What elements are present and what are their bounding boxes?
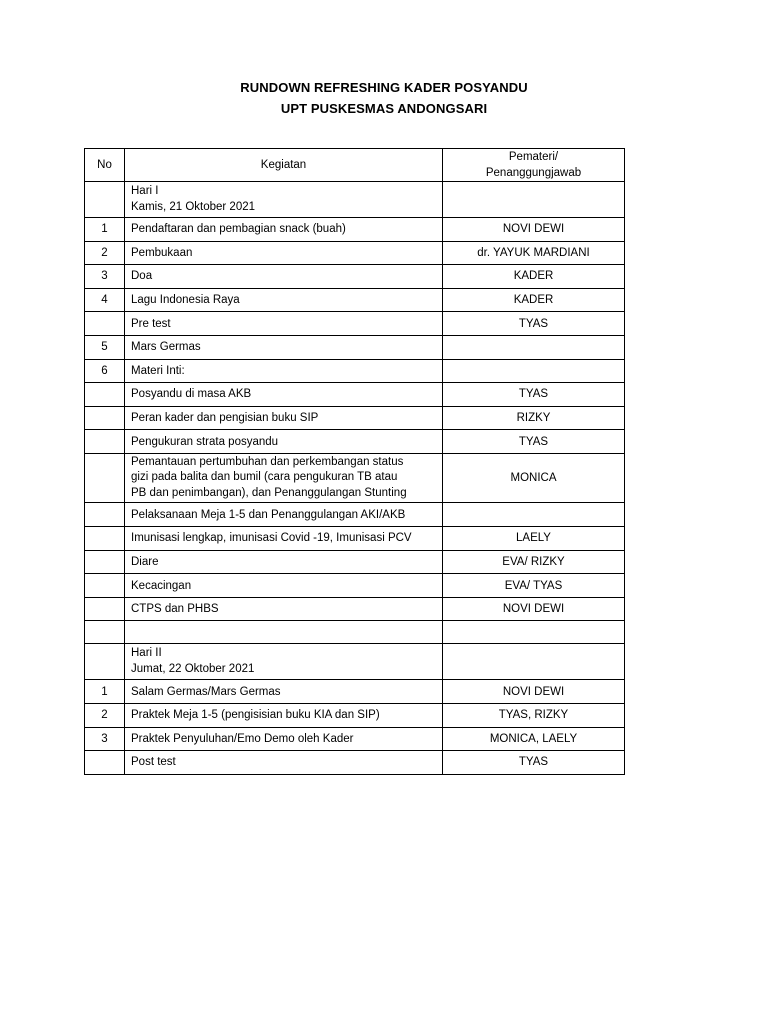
row-no xyxy=(85,406,125,430)
row-pemateri: TYAS xyxy=(443,751,625,775)
row-pemateri: RIZKY xyxy=(443,406,625,430)
row-pemateri xyxy=(443,335,625,359)
table-row xyxy=(85,312,625,336)
row-no: 6 xyxy=(85,359,125,383)
row-pemateri: KADER xyxy=(443,288,625,312)
day-date: Jumat, 22 Oktober 2021 xyxy=(131,662,255,675)
day-date: Kamis, 21 Oktober 2021 xyxy=(131,200,256,213)
table-row xyxy=(85,574,625,598)
table-row xyxy=(85,265,625,289)
row-kegiatan-line: PB dan penimbangan), dan Penanggulangan Stunting xyxy=(131,486,407,499)
header-pemateri xyxy=(443,149,625,182)
header-no: No xyxy=(85,149,125,182)
row-kegiatan: Pre test xyxy=(125,312,443,336)
header-pemateri-line1: Pemateri/ xyxy=(508,151,559,163)
row-pemateri: NOVI DEWI xyxy=(443,680,625,704)
row-kegiatan: Kecacingan xyxy=(125,574,443,598)
row-no: 3 xyxy=(85,727,125,751)
table-row xyxy=(85,335,625,359)
header-pemateri-line2: Penanggungjawab xyxy=(485,167,582,179)
row-no xyxy=(85,312,125,336)
row-no xyxy=(85,550,125,574)
row-pemateri xyxy=(443,503,625,527)
table-row xyxy=(85,751,625,775)
table-row xyxy=(85,241,625,265)
table-row xyxy=(85,503,625,527)
row-kegiatan: Pendaftaran dan pembagian snack (buah) xyxy=(125,218,443,242)
row-no: 1 xyxy=(85,680,125,704)
table-row xyxy=(85,597,625,621)
row-pemateri: LAELY xyxy=(443,527,625,551)
day-label-cell xyxy=(125,182,443,218)
document-subtitle: UPT PUSKESMAS ANDONGSARI xyxy=(280,101,488,116)
row-pemateri: NOVI DEWI xyxy=(443,218,625,242)
row-kegiatan: Materi Inti: xyxy=(125,359,443,383)
row-pemateri: dr. YAYUK MARDIANI xyxy=(443,241,625,265)
row-kegiatan: Post test xyxy=(125,751,443,775)
table-row xyxy=(85,704,625,728)
day-label-cell xyxy=(125,644,443,680)
row-kegiatan: CTPS dan PHBS xyxy=(125,597,443,621)
table-header-row xyxy=(85,149,625,182)
row-kegiatan-line: gizi pada balita dan bumil (cara pengukuran TB atau xyxy=(131,471,398,484)
row-kegiatan: Peran kader dan pengisian buku SIP xyxy=(125,406,443,430)
row-kegiatan: Imunisasi lengkap, imunisasi Covid -19, Imunisasi PCV xyxy=(125,527,443,551)
row-no: 5 xyxy=(85,335,125,359)
row-kegiatan: Lagu Indonesia Raya xyxy=(125,288,443,312)
table-row xyxy=(85,406,625,430)
table-row xyxy=(85,727,625,751)
row-no xyxy=(85,453,125,503)
row-no: 2 xyxy=(85,241,125,265)
row-pemateri: KADER xyxy=(443,265,625,289)
table-row xyxy=(85,218,625,242)
row-kegiatan-line: Pemantauan pertumbuhan dan perkembangan status xyxy=(131,455,404,468)
table-row xyxy=(85,453,625,503)
row-pemateri: TYAS xyxy=(443,383,625,407)
table-row xyxy=(85,680,625,704)
row-kegiatan xyxy=(125,453,443,503)
table-row xyxy=(85,383,625,407)
row-pemateri: TYAS xyxy=(443,312,625,336)
table-row xyxy=(85,430,625,454)
row-kegiatan: Salam Germas/Mars Germas xyxy=(125,680,443,704)
day-header-row xyxy=(85,644,625,680)
row-kegiatan: Doa xyxy=(125,265,443,289)
day-label: Hari I xyxy=(131,185,159,197)
document-title: RUNDOWN REFRESHING KADER POSYANDU xyxy=(240,80,528,95)
table-row xyxy=(85,550,625,574)
row-kegiatan: Pembukaan xyxy=(125,241,443,265)
table-row xyxy=(85,527,625,551)
row-kegiatan: Mars Germas xyxy=(125,335,443,359)
row-pemateri: NOVI DEWI xyxy=(443,597,625,621)
row-no: 3 xyxy=(85,265,125,289)
blank-row xyxy=(85,621,625,644)
row-kegiatan: Pengukuran strata posyandu xyxy=(125,430,443,454)
row-kegiatan: Pelaksanaan Meja 1-5 dan Penanggulangan AKI/AKB xyxy=(125,503,443,527)
row-no: 1 xyxy=(85,218,125,242)
row-pemateri: EVA/ RIZKY xyxy=(443,550,625,574)
day-label: Hari II xyxy=(131,647,162,660)
rundown-table xyxy=(84,148,625,775)
row-no xyxy=(85,751,125,775)
row-pemateri: TYAS, RIZKY xyxy=(443,704,625,728)
row-kegiatan: Posyandu di masa AKB xyxy=(125,383,443,407)
row-pemateri: TYAS xyxy=(443,430,625,454)
row-pemateri: MONICA xyxy=(443,453,625,503)
row-no: 2 xyxy=(85,704,125,728)
row-kegiatan: Praktek Meja 1-5 (pengisisian buku KIA dan SIP) xyxy=(125,704,443,728)
row-pemateri xyxy=(443,359,625,383)
row-pemateri: MONICA, LAELY xyxy=(443,727,625,751)
row-no: 4 xyxy=(85,288,125,312)
row-kegiatan: Praktek Penyuluhan/Emo Demo oleh Kader xyxy=(125,727,443,751)
table-row xyxy=(85,359,625,383)
row-pemateri: EVA/ TYAS xyxy=(443,574,625,598)
row-no xyxy=(85,383,125,407)
header-kegiatan: Kegiatan xyxy=(125,149,443,182)
row-kegiatan: Diare xyxy=(125,550,443,574)
row-no xyxy=(85,574,125,598)
row-no xyxy=(85,527,125,551)
row-no xyxy=(85,503,125,527)
row-no xyxy=(85,597,125,621)
day-header-row xyxy=(85,182,625,218)
row-no xyxy=(85,430,125,454)
table-row xyxy=(85,288,625,312)
